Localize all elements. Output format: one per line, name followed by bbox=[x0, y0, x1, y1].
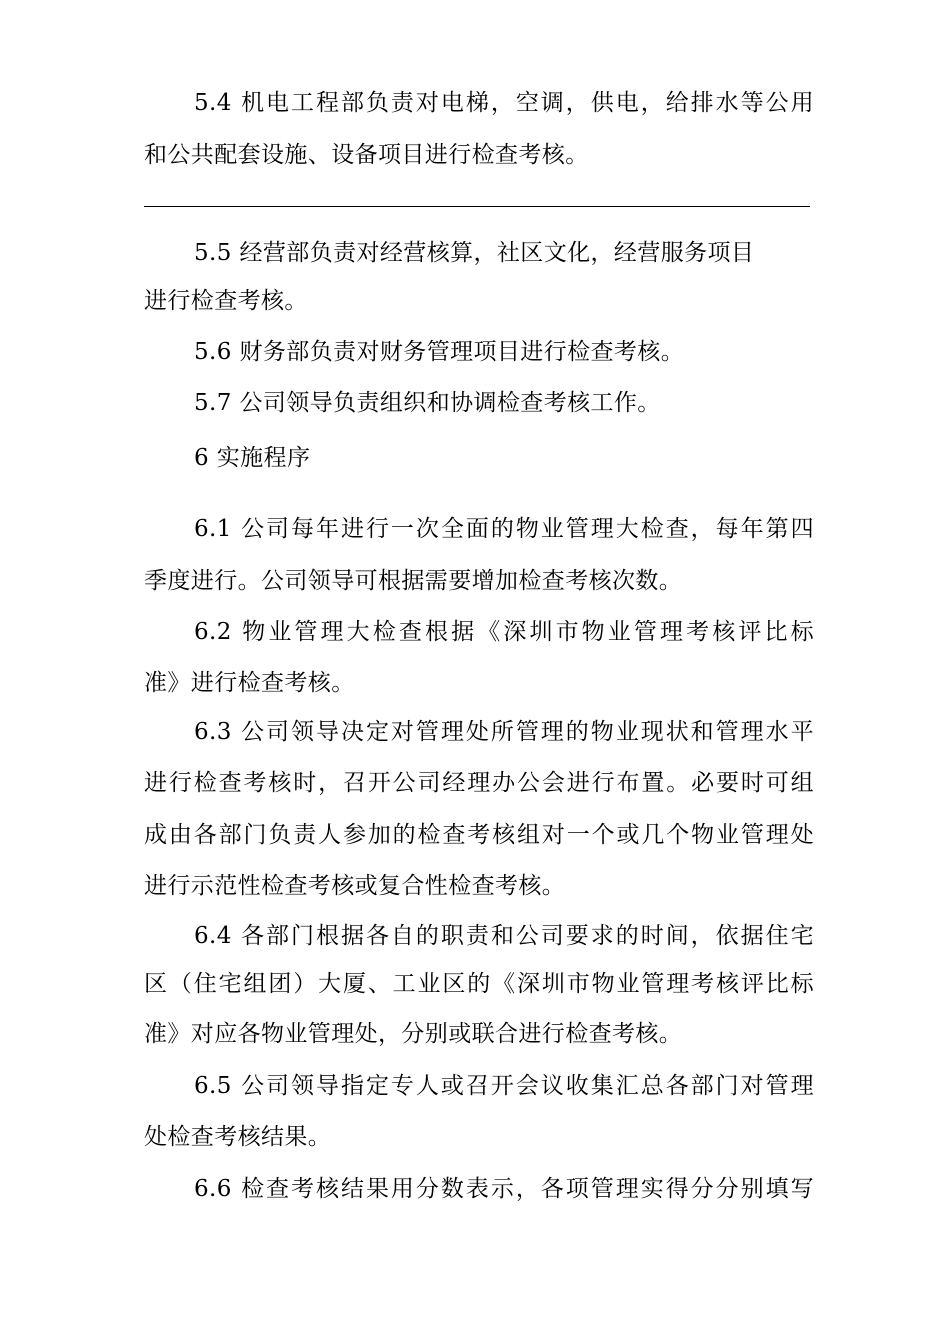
paragraph-6-2-line-1: 6.2 物业管理大检查根据《深圳市物业管理考核评比标 bbox=[194, 619, 814, 645]
paragraph-6-3-line-4: 进行示范性检查考核或复合性检查考核。 bbox=[144, 873, 566, 899]
paragraph-5-5-line-2: 进行检查考核。 bbox=[144, 288, 308, 314]
paragraph-6-2-line-2: 准》进行检查考核。 bbox=[144, 670, 355, 696]
paragraph-6-4-line-3: 准》对应各物业管理处，分别或联合进行检查考核。 bbox=[144, 1021, 683, 1047]
paragraph-6-1-line-2: 季度进行。公司领导可根据需要增加检查考核次数。 bbox=[144, 568, 683, 594]
paragraph-5-6: 5.6 财务部负责对财务管理项目进行检查考核。 bbox=[194, 339, 685, 365]
paragraph-5-4-line-1: 5.4 机电工程部负责对电梯，空调，供电，给排水等公用 bbox=[194, 90, 814, 116]
paragraph-6-5-line-2: 处检查考核结果。 bbox=[144, 1124, 332, 1150]
horizontal-divider bbox=[144, 206, 810, 207]
paragraph-6-5-line-1: 6.5 公司领导指定专人或召开会议收集汇总各部门对管理 bbox=[194, 1073, 814, 1099]
paragraph-6-6-line-1: 6.6 检查考核结果用分数表示，各项管理实得分分别填写 bbox=[194, 1176, 814, 1202]
paragraph-5-4-line-2: 和公共配套设施、设备项目进行检查考核。 bbox=[144, 142, 589, 168]
paragraph-6-4-line-2: 区（住宅组团）大厦、工业区的《深圳市物业管理考核评比标 bbox=[144, 971, 814, 997]
paragraph-5-7: 5.7 公司领导负责组织和协调检查考核工作。 bbox=[194, 390, 661, 416]
paragraph-6-3-line-3: 成由各部门负责人参加的检查考核组对一个或几个物业管理处 bbox=[144, 822, 814, 848]
paragraph-6-3-line-2: 进行检查考核时，召开公司经理办公会进行布置。必要时可组 bbox=[144, 770, 814, 796]
paragraph-6-1-line-1: 6.1 公司每年进行一次全面的物业管理大检查，每年第四 bbox=[194, 516, 814, 542]
section-6-heading: 6 实施程序 bbox=[194, 445, 311, 471]
paragraph-6-4-line-1: 6.4 各部门根据各自的职责和公司要求的时间，依据住宅 bbox=[194, 923, 814, 949]
paragraph-5-5-line-1: 5.5 经营部负责对经营核算，社区文化，经营服务项目 bbox=[194, 240, 755, 266]
paragraph-6-3-line-1: 6.3 公司领导决定对管理处所管理的物业现状和管理水平 bbox=[194, 719, 814, 745]
